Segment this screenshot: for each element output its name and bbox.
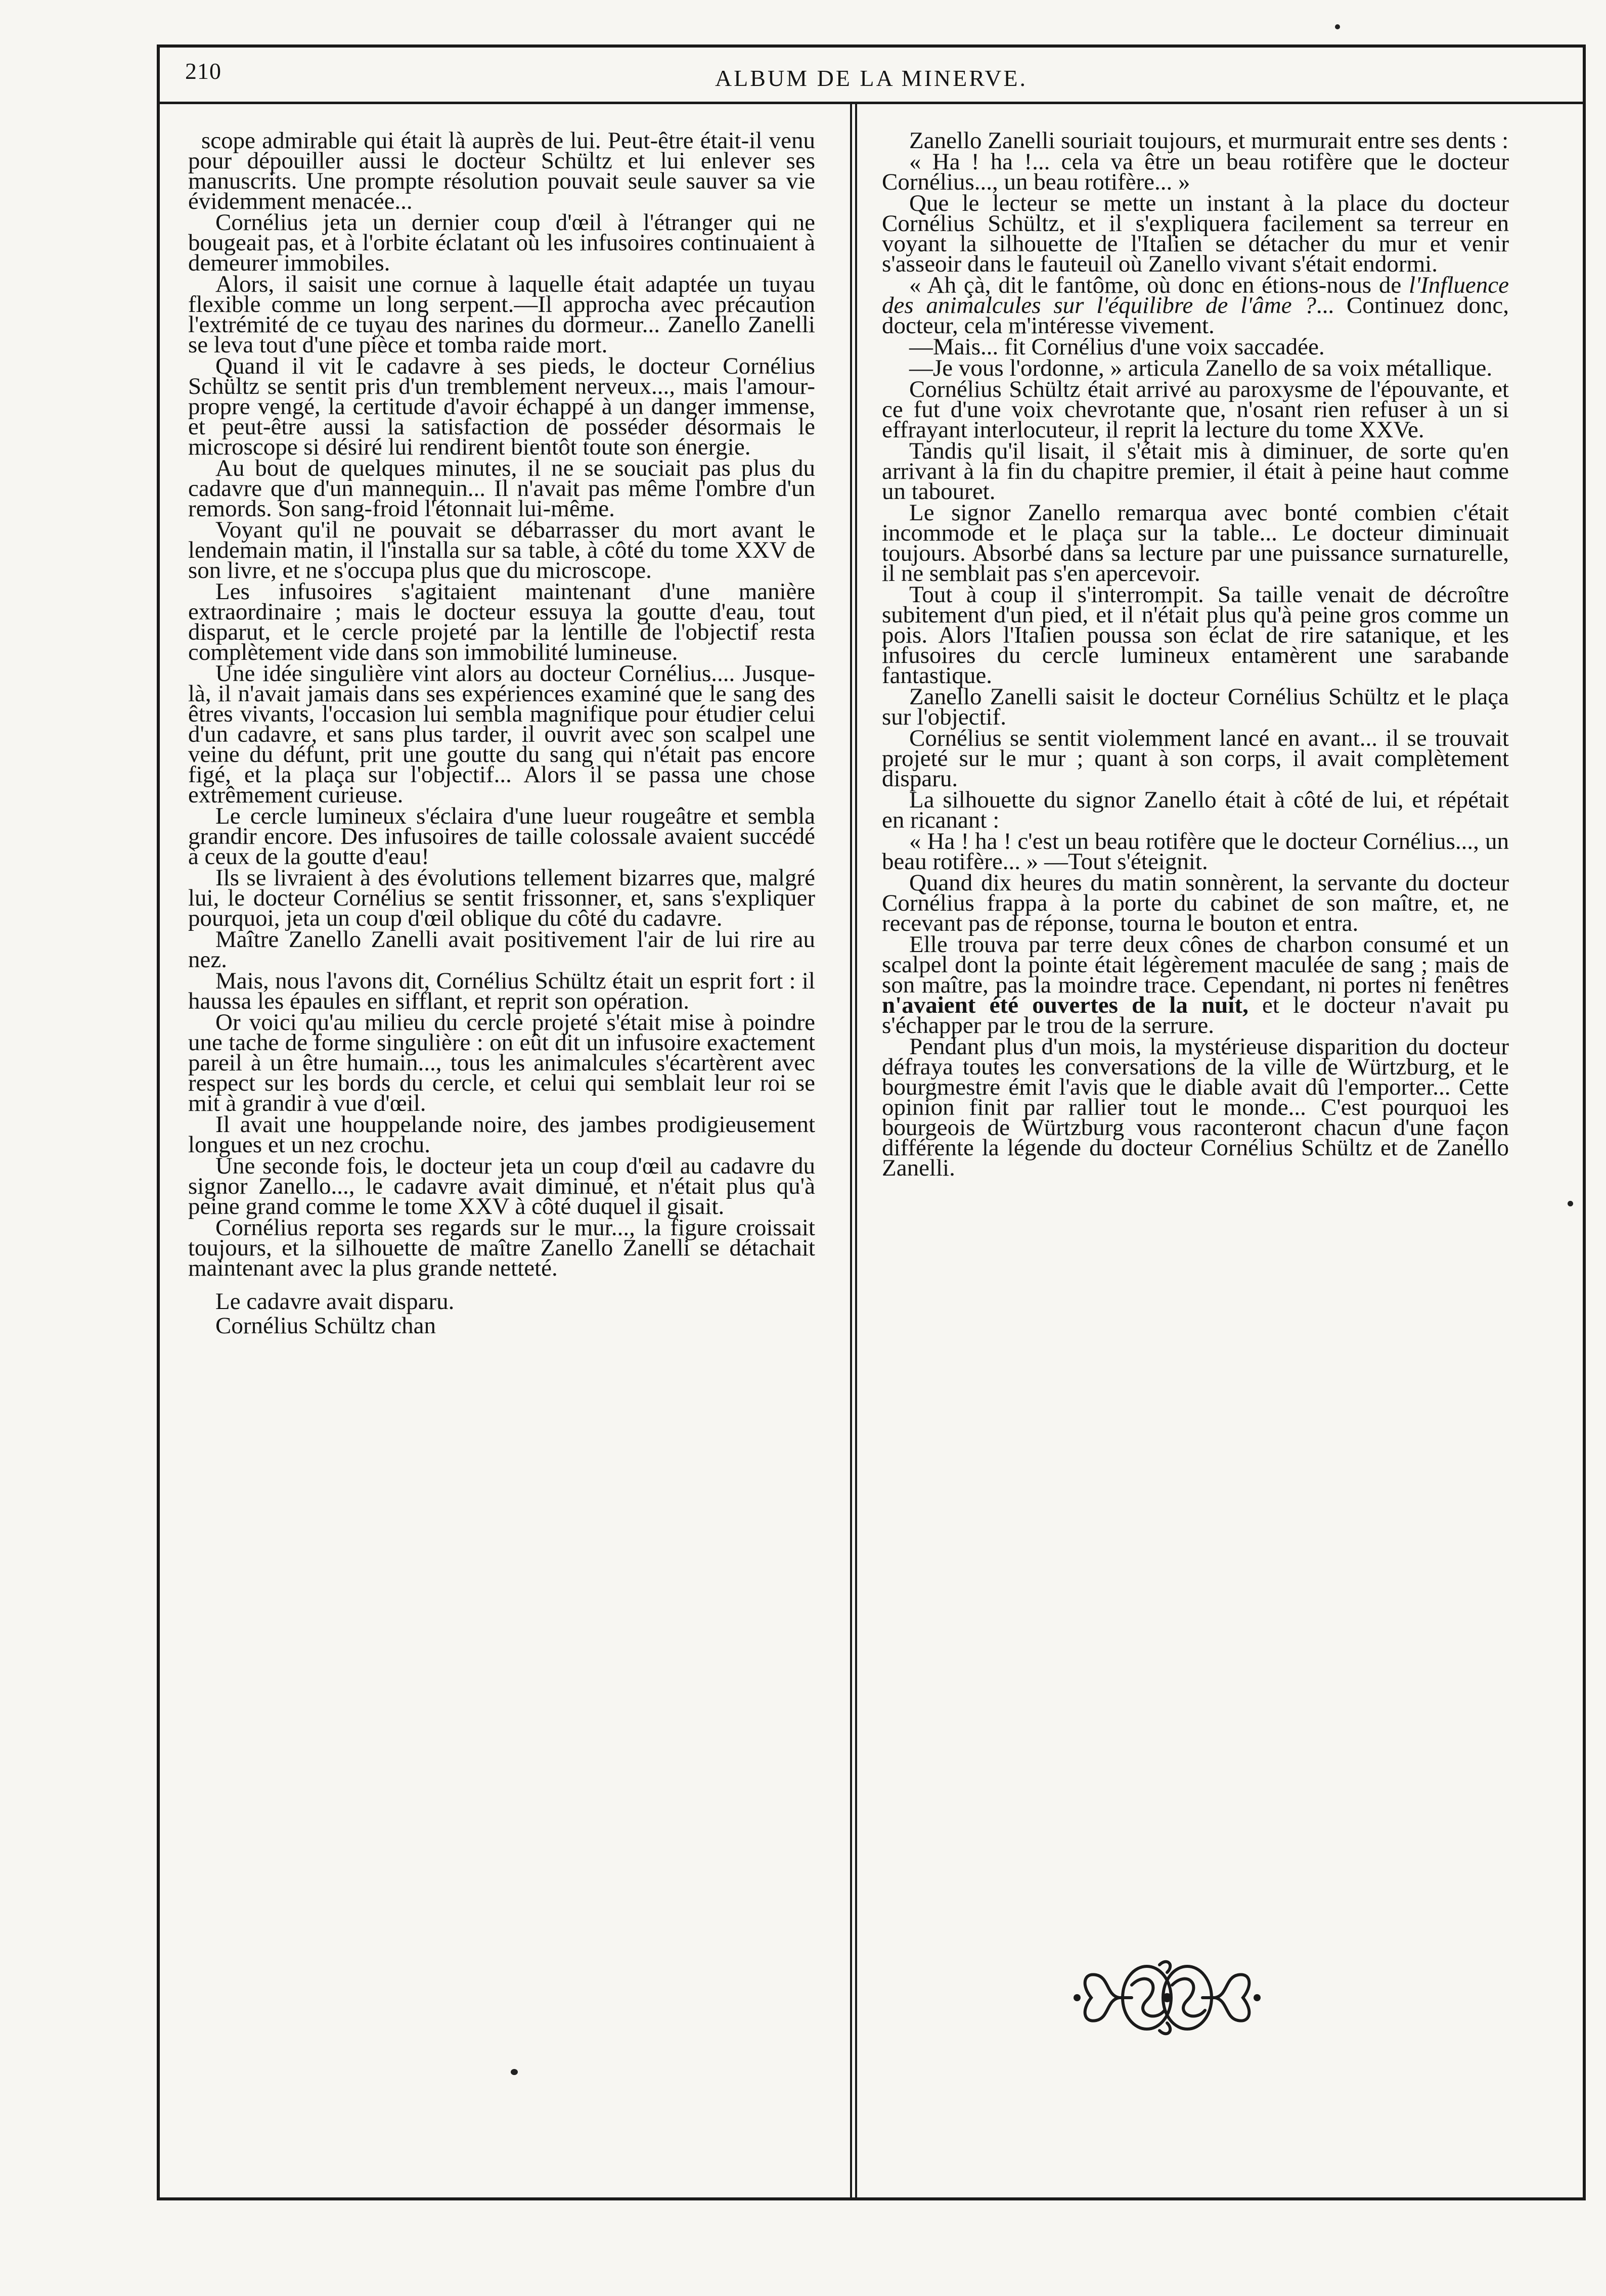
- fantome-rest: ... Continuez donc, docteur, cela m'intéresse vivement.: [882, 292, 1509, 339]
- left-tail-line: Cornélius Schültz chan: [215, 1313, 436, 1339]
- right-paragraph: Cornélius se sentit violemment lancé en avant... il se trouvait projeté sur le mur ; quant à son corps, il avait complètement disparu.: [882, 725, 1509, 792]
- left-paragraph: Alors, il saisit une cornue à laquelle était adaptée un tuyau flexible comme un long serpent.—Il approcha avec précaution l'extrémité de ce tuyau des narines du dormeur... Zanello Zanelli se leva tout d'une pièce et tomba raide mort.: [188, 271, 815, 358]
- left-paragraph: Une seconde fois, le docteur jeta un coup d'œil au cadavre du signor Zanello..., le cadavre avait diminué, et n'était plus qu'à peine grand comme le tome XXV à côté duquel il gisait.: [188, 1153, 815, 1220]
- right-paragraph: —Mais... fit Cornélius d'une voix saccadée.: [909, 334, 1325, 360]
- fantome-lead: « Ah çà, dit le fantôme, où donc en étions-nous de: [909, 272, 1409, 298]
- right-paragraph: « Ha ! ha ! c'est un beau rotifère que le docteur Cornélius..., un beau rotifère... » —Tout s'éteignit.: [882, 828, 1509, 875]
- left-paragraph: Mais, nous l'avons dit, Cornélius Schültz était un esprit fort : il haussa les épaules en sifflant, et reprit son opération.: [188, 968, 815, 1014]
- left-paragraph: Ils se livraient à des évolutions tellement bizarres que, malgré lui, le docteur Cornélius se sentit frissonner, et, sans s'expliquer pourquoi, jeta un coup d'œil oblique du côté du cadavre.: [188, 865, 815, 931]
- elle-rest: et le docteur n'avait pu s'échapper par le trou de la serrure.: [882, 992, 1509, 1039]
- left-paragraph: Quand il vit le cadavre à ses pieds, le docteur Cornélius Schültz se sentit pris d'un tremblement nerveux..., mais l'amour-propre vengé, la certitude d'avoir échappé à un danger immense, et peut-être aussi la satisfaction de posséder désormais le microscope si désiré lui rendirent bientôt toute son énergie.: [188, 353, 815, 460]
- right-paragraph: Tandis qu'il lisait, il s'était mis à diminuer, de sorte qu'en arrivant à la fin du chapitre premier, il était à peine haut comme un tabouret.: [882, 438, 1509, 505]
- left-paragraph: Une idée singulière vint alors au docteur Cornélius.... Jusque-là, il n'avait jamais dans ses expériences examiné que le sang des êtres vivants, l'occasion lui sembla magnifique pour étudier celui d'un cadavre, et sans plus tarder, il ouvrit avec son scalpel une veine du défunt, prit une goutte du sang qui n'était pas encore figé, et la plaça sur l'objectif... Alors il se passa une chose extrêmement curieuse.: [188, 660, 815, 808]
- left-column: [188, 127, 815, 1339]
- page-number: 210: [185, 58, 221, 84]
- left-paragraph: Il avait une houppelande noire, des jambes prodigieusement longues et un nez crochu.: [188, 1111, 815, 1158]
- left-paragraph: Les infusoires s'agitaient maintenant d'une manière extraordinaire ; mais le docteur essuya la goutte d'eau, tout disparut, et le cercle projeté par la lentille de l'objectif resta complètement vide dans son immobilité lumineuse.: [188, 578, 815, 665]
- print-speck: [511, 2069, 518, 2075]
- left-paragraph: Cornélius jeta un dernier coup d'œil à l'étranger qui ne bougeait pas, et à l'orbite éclatant où les infusoires continuaient à demeurer immobiles.: [188, 209, 815, 276]
- left-paragraph: scope admirable qui était là auprès de lui. Peut-être était-il venu pour dépouiller aussi le docteur Schültz et lui enlever ses manuscrits. Une prompte résolution pouvait seule sauver sa vie évidemment menacée...: [188, 127, 815, 214]
- elle-lead: Elle trouva par terre deux cônes de charbon consumé et un scalpel dont la pointe était légèrement maculée de sang ; mais de son maître, pas la moindre trace. Cependant, ni portes ni fenêtres: [882, 931, 1509, 998]
- right-paragraph: Pendant plus d'un mois, la mystérieuse disparition du docteur défraya toutes les conversations de la ville de Würtzburg, et le bourgmestre émit l'avis que le diable avait dû l'emporter... Cette opinion finit par rallier tout le monde... C'est pourquoi les bourgeois de Würtzburg vous raconteront chacun d'une façon différente la légende du docteur Cornélius Schültz et de Zanello Zanelli.: [882, 1033, 1509, 1181]
- right-paragraph: —Je vous l'ordonne, » articula Zanello de sa voix métallique.: [909, 355, 1493, 381]
- right-paragraph-fantome: [882, 272, 1509, 339]
- left-paragraph: Le cercle lumineux s'éclaira d'une lueur rougeâtre et sembla grandir encore. Des infusoires de taille colossale avaient succédé à ceux de la goutte d'eau!: [188, 803, 815, 870]
- right-paragraph: Le signor Zanello remarqua avec bonté combien c'était incommode et le plaça sur la table... Le docteur diminuait toujours. Absorbé dans sa lecture par une puissance surnaturelle, il ne semblait pas s'en apercevoir.: [882, 500, 1509, 587]
- print-speck: [1568, 1201, 1573, 1206]
- left-paragraph: Cornélius reporta ses regards sur le mur..., la figure croissait toujours, et la silhouette de maître Zanello Zanelli se détachait maintenant avec la plus grande netteté.: [188, 1214, 815, 1281]
- left-tail-line: Le cadavre avait disparu.: [215, 1288, 455, 1315]
- right-paragraph: La silhouette du signor Zanello était à côté de lui, et répétait en ricanant :: [882, 787, 1509, 833]
- left-paragraph: Maître Zanello Zanelli avait positivement l'air de lui rire au nez.: [188, 926, 815, 973]
- right-paragraph: Zanello Zanelli souriait toujours, et murmurait entre ses dents :: [909, 127, 1509, 154]
- column-divider: [850, 104, 857, 2200]
- right-paragraph: Cornélius Schültz était arrivé au paroxysme de l'épouvante, et ce fut d'une voix chevrotante que, n'osant rien refuser à un si effrayant interlocuteur, il reprit la lecture du tome XXVe.: [882, 376, 1509, 443]
- left-paragraph: Au bout de quelques minutes, il ne se souciait pas plus du cadavre que d'un mannequin... Il n'avait pas même l'ombre d'un remords. Son sang-froid l'étonnait lui-même.: [188, 455, 815, 522]
- right-column: [882, 127, 1509, 1181]
- fleuron-ornament: [1071, 1955, 1263, 2041]
- right-paragraph: « Ha ! ha !... cela va être un beau rotifère que le docteur Cornélius..., un beau rotifère... »: [882, 149, 1509, 195]
- right-paragraph: Zanello Zanelli saisit le docteur Cornélius Schültz et le plaça sur l'objectif.: [882, 684, 1509, 730]
- page-header: [157, 44, 1586, 104]
- right-paragraph: Que le lecteur se mette un instant à la place du docteur Cornélius Schültz, et il s'expliquera facilement sa terreur en voyant la silhouette de l'Italien se détacher du mur et venir s'asseoir dans le fauteuil où Zanello vivant s'était endormi.: [882, 190, 1509, 277]
- running-head: ALBUM DE LA MINERVE.: [715, 65, 1028, 91]
- print-speck: [1335, 24, 1340, 29]
- right-paragraph: Tout à coup il s'interrompit. Sa taille venait de décroître subitement d'un pied, et il n'était plus qu'à peine gros comme un pois. Alors l'Italien poussa son éclat de rire satanique, et les infusoires du cercle lumineux entamèrent une sarabande fantastique.: [882, 581, 1509, 689]
- book-title-italic: l'Influence des animalcules sur l'équilibre de l'âme ?: [882, 272, 1509, 319]
- left-paragraph: Voyant qu'il ne pouvait se débarrasser du mort avant le lendemain matin, il l'installa sur sa table, à côté du tome XXV de son livre, et ne s'occupa plus que du microscope.: [188, 517, 815, 583]
- left-paragraph: Or voici qu'au milieu du cercle projeté s'était mise à poindre une tache de forme singulière : on eût dit un infusoire exactement pareil à un être humain..., tous les animalcules s'écartèrent avec respect sur les bords du cercle, et celui qui semblait leur roi se mit à grandir à vue d'œil.: [188, 1009, 815, 1116]
- bold-phrase: n'avaient été ouvertes de la nuit,: [882, 992, 1248, 1018]
- right-paragraph-elle: [882, 931, 1509, 1039]
- right-paragraph: Quand dix heures du matin sonnèrent, la servante du docteur Cornélius frappa à la porte du cabinet de son maître, et, ne recevant pas de réponse, tourna le bouton et entra.: [882, 870, 1509, 936]
